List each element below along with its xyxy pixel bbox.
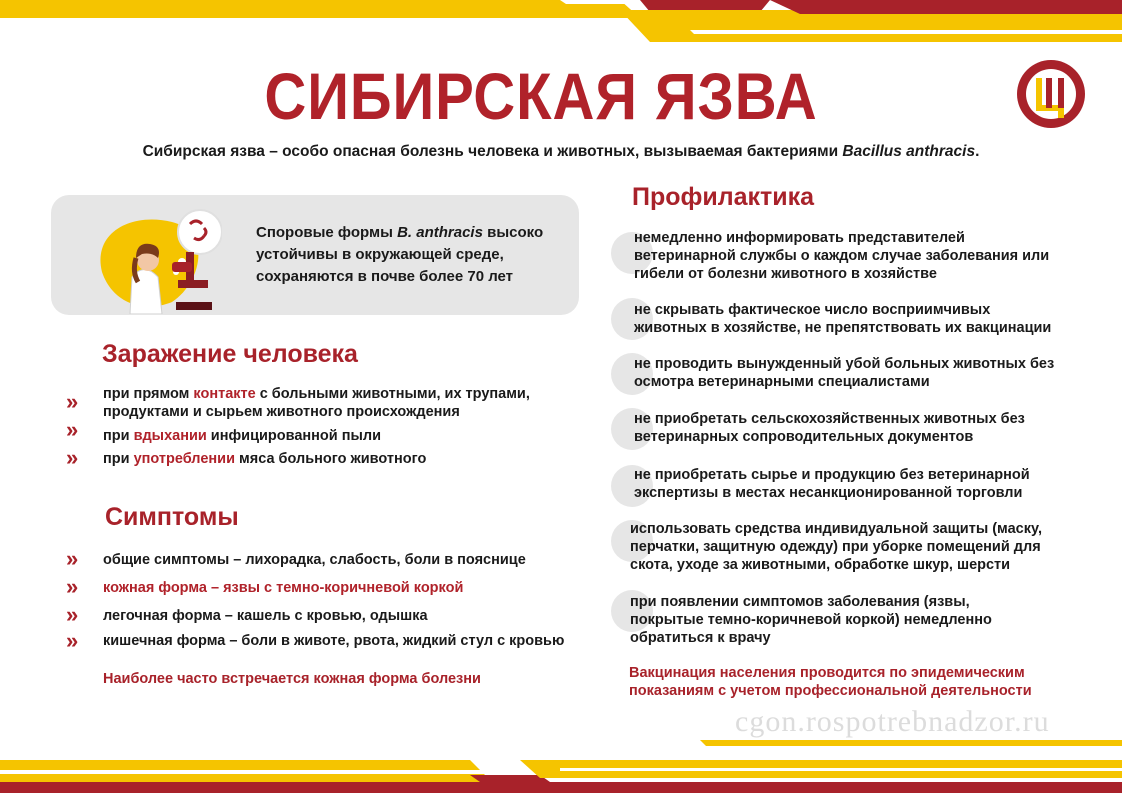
vaccination-note: Вакцинация населения проводится по эпидемическим показаниям с учетом профессиональной деятельности (629, 665, 1032, 699)
prevention-item: не приобретать сельскохозяйственных животных без ветеринарных сопроводительных документов (634, 411, 1025, 445)
chevron-icon: » (66, 417, 79, 442)
prevention-item: использовать средства индивидуальной защиты (маску, перчатки, защитную одежду) при уборке помещений для скота, уходе за животными, обработке шкур, шерсти (630, 521, 1042, 573)
prevention-item: не проводить вынужденный убой больных животных без осмотра ветеринарными специалистами (634, 356, 1055, 390)
symptom-item: кишечная форма – боли в животе, рвота, жидкий стул с кровью (103, 633, 565, 649)
infection-item: при прямом контакте с больными животными, их трупами, продуктами и сырьем животного происхождения (103, 386, 530, 420)
chevron-icon: » (66, 628, 79, 653)
website-url[interactable]: cgon.rospotrebnadzor.ru (735, 705, 1050, 738)
prevention-heading: Профилактика (632, 183, 815, 211)
infection-item: при употреблении мяса больного животного (103, 451, 427, 467)
prevention-item: при появлении симптомов заболевания (язвы, покрытые темно-коричневой коркой) немедленно обратиться к врачу (630, 594, 992, 646)
symptoms-note: Наиболее часто встречается кожная форма болезни (103, 671, 481, 687)
symptom-item: общие симптомы – лихорадка, слабость, боли в пояснице (103, 552, 526, 568)
chevron-icon: » (66, 602, 79, 627)
infection-item: при вдыхании инфицированной пыли (103, 428, 381, 444)
prevention-item: немедленно информировать представителей ветеринарной службы о каждом случае заболевания или гибели от болезни животного в хозяйстве (634, 230, 1050, 282)
intro-text: Сибирская язва – особо опасная болезнь человека и животных, вызываемая бактериями Bacillus anthracis. (142, 143, 980, 160)
card-text: Споровые формы B. anthracis высоко устойчивы в окружающей среде, сохраняются в почве более 70 лет (256, 224, 544, 285)
chevron-icon: » (66, 445, 79, 470)
chevron-icon: » (66, 389, 79, 414)
organization-logo (1015, 58, 1087, 130)
top-decorative-band (0, 0, 1122, 50)
prevention-item: не приобретать сырье и продукцию без ветеринарной экспертизы в местах несанкционированной торговли (634, 467, 1030, 501)
symptoms-heading: Симптомы (105, 503, 239, 531)
symptom-item: легочная форма – кашель с кровью, одышка (103, 608, 428, 624)
page-title: СИБИРСКАЯ ЯЗВА (264, 59, 818, 133)
bottom-decorative-band (0, 740, 1122, 793)
symptom-item: кожная форма – язвы с темно-коричневой коркой (103, 580, 464, 596)
chevron-icon: » (66, 546, 79, 571)
infection-heading: Заражение человека (102, 340, 358, 368)
chevron-icon: » (66, 574, 79, 599)
scientist-microscope-illustration (92, 202, 222, 314)
prevention-item: не скрывать фактическое число восприимчивых животных в хозяйстве, не препятствовать их вакцинации (634, 302, 1052, 336)
